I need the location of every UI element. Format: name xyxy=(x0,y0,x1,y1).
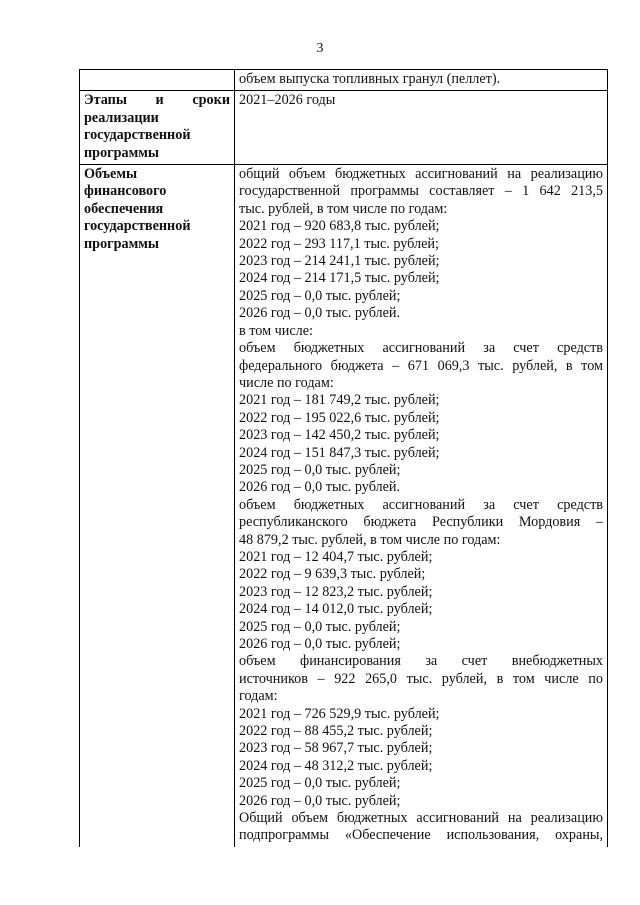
value-line: 2022 год – 88 455,2 тыс. рублей; xyxy=(239,723,433,740)
value-line: государственной программы составляет – 1 642 213,5 xyxy=(239,183,603,200)
value-line: 2024 год – 214 171,5 тыс. рублей; xyxy=(239,270,440,287)
table-row xyxy=(80,91,608,165)
value-line: 2021 год – 920 683,8 тыс. рублей; xyxy=(239,218,440,235)
value-line: в том числе: xyxy=(239,322,313,339)
value-line: 2023 год – 214 241,1 тыс. рублей; xyxy=(239,253,440,270)
page-number: 3 xyxy=(316,41,324,56)
value-line: 2024 год – 14 012,0 тыс. рублей; xyxy=(239,601,433,618)
value-line: 48 879,2 тыс. рублей, в том числе по годам: xyxy=(239,531,501,548)
value-line: республиканского бюджета Республики Мордовия – xyxy=(239,514,603,531)
label-line: реализации xyxy=(84,109,159,126)
value-line: 2021 год – 12 404,7 тыс. рублей; xyxy=(239,548,433,565)
program-passport-table xyxy=(79,69,608,847)
value-line: 2023 год – 142 450,2 тыс. рублей; xyxy=(239,427,440,444)
row-label-empty xyxy=(80,70,235,91)
value-line: общий объем бюджетных ассигнований на реализацию xyxy=(239,166,603,183)
value-line: 2023 год – 12 823,2 тыс. рублей; xyxy=(239,583,433,600)
value-line: 2022 год – 9 639,3 тыс. рублей; xyxy=(239,566,426,583)
value-line: федерального бюджета – 671 069,3 тыс. рублей, в том xyxy=(239,357,603,374)
label-line: Этапы и сроки xyxy=(84,92,230,109)
value-line: источников – 922 265,0 тыс. рублей, в том числе по xyxy=(239,670,603,687)
value-line: 2025 год – 0,0 тыс. рублей; xyxy=(239,461,401,478)
value-line: 2021–2026 годы xyxy=(239,92,336,109)
row-label-stages xyxy=(80,91,235,165)
row-value-stages xyxy=(235,91,608,165)
value-line: 2023 год – 58 967,7 тыс. рублей; xyxy=(239,740,433,757)
value-line: 2026 год – 0,0 тыс. рублей. xyxy=(239,305,401,322)
table-row xyxy=(80,165,608,847)
label-line: Объемы xyxy=(84,166,138,183)
table-row xyxy=(80,70,608,91)
value-line: 2022 год – 293 117,1 тыс. рублей; xyxy=(239,235,439,252)
label-line: государственной xyxy=(84,218,191,235)
value-line: объем выпуска топливных гранул (пеллет). xyxy=(239,71,501,87)
value-line: 2026 год – 0,0 тыс. рублей; xyxy=(239,792,401,809)
row-value-financing xyxy=(235,165,608,847)
value-line: годам: xyxy=(239,688,278,705)
value-line: 2021 год – 181 749,2 тыс. рублей; xyxy=(239,392,440,409)
value-line: 2022 год – 195 022,6 тыс. рублей; xyxy=(239,409,440,426)
value-line: 2024 год – 151 847,3 тыс. рублей; xyxy=(239,444,440,461)
value-line: числе по годам: xyxy=(239,374,334,391)
value-line: объем бюджетных ассигнований за счет средств xyxy=(239,496,603,513)
label-line: программы xyxy=(84,144,159,161)
value-line: объем финансирования за счет внебюджетных xyxy=(239,653,603,670)
row-value xyxy=(235,70,608,91)
value-line: подпрограммы «Обеспечение использования, охраны, xyxy=(239,827,603,844)
row-label-financing xyxy=(80,165,235,847)
value-line: 2026 год – 0,0 тыс. рублей; xyxy=(239,636,401,652)
label-line: государственной xyxy=(84,127,191,144)
value-line: Общий объем бюджетных ассигнований на реализацию xyxy=(239,810,603,827)
label-line: программы xyxy=(84,235,159,252)
value-line: 2025 год – 0,0 тыс. рублей; xyxy=(239,287,401,304)
value-line: объем бюджетных ассигнований за счет средств xyxy=(239,340,603,357)
value-line: тыс. рублей, в том числе по годам: xyxy=(239,200,448,217)
value-line: 2024 год – 48 312,2 тыс. рублей; xyxy=(239,757,433,774)
value-line: 2026 год – 0,0 тыс. рублей. xyxy=(239,479,401,496)
value-line: 2025 год – 0,0 тыс. рублей; xyxy=(239,618,401,635)
label-line: финансового xyxy=(84,183,167,200)
value-line: 2025 год – 0,0 тыс. рублей; xyxy=(239,775,401,792)
label-line: обеспечения xyxy=(84,200,164,217)
value-line: 2021 год – 726 529,9 тыс. рублей; xyxy=(239,705,440,722)
